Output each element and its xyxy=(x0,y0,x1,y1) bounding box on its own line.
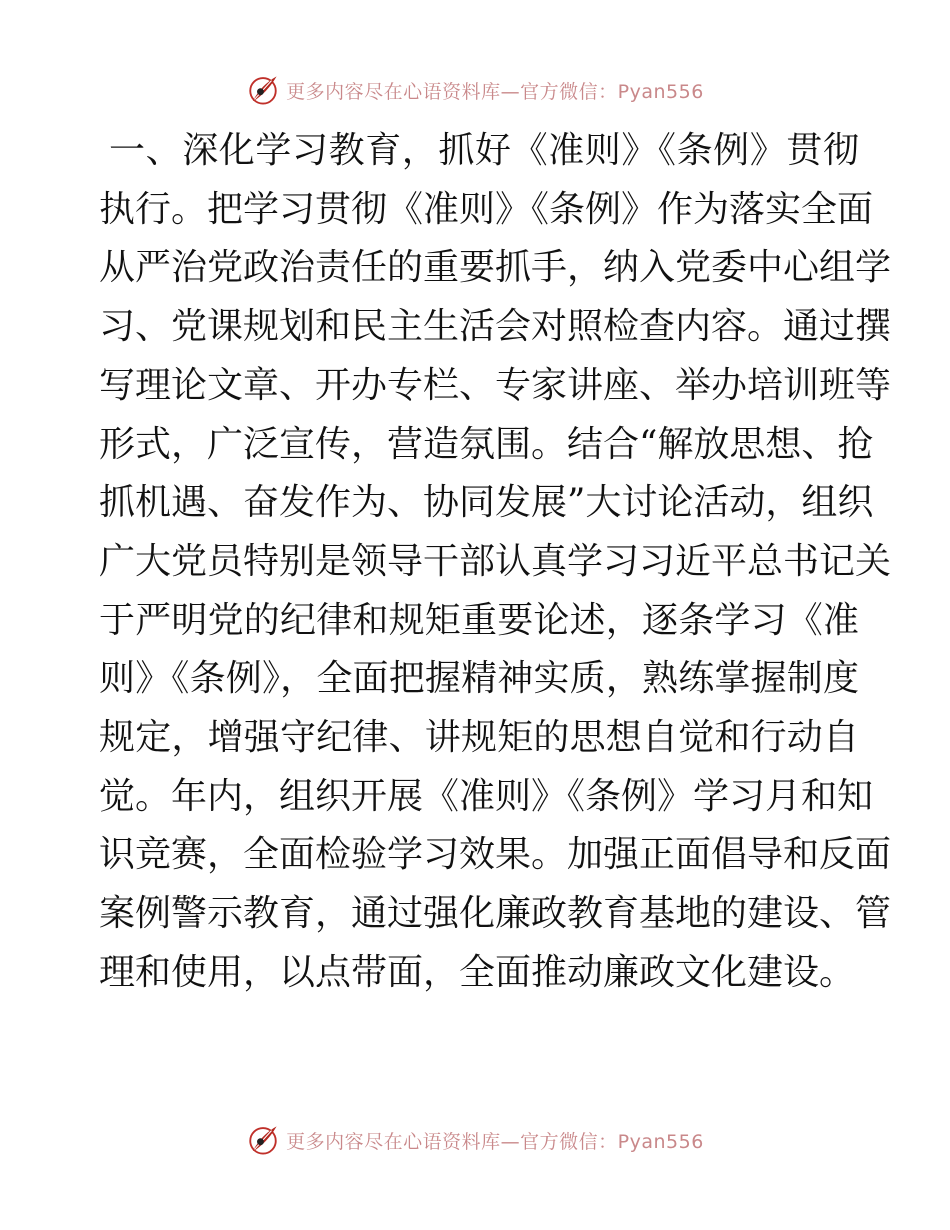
paragraph-line: 于严明党的纪律和规矩重要论述，逐条学习《准 xyxy=(99,599,859,641)
paragraph-line: 从严治党政治责任的重要抓手，纳入党委中心组学 xyxy=(99,247,892,289)
header-banner xyxy=(0,70,950,110)
paragraph-line: 规定，增强守纪律、讲规矩的思想自觉和行动自 xyxy=(99,717,859,759)
paragraph-line: 写理论文章、开办专栏、专家讲座、举办培训班等 xyxy=(99,364,892,406)
feather-pen-logo-icon xyxy=(246,1123,280,1157)
header-banner-text: 更多内容尽在心语资料库—官方微信：Pyan556 xyxy=(286,80,704,103)
paragraph-line: 抓机遇、奋发作为、协同发展”大讨论活动，组织 xyxy=(99,482,874,524)
paragraph-line: 执行。把学习贯彻《准则》《条例》作为落实全面 xyxy=(99,188,874,230)
document-body xyxy=(99,122,892,1003)
paragraph-line: 一、深化学习教育，抓好《准则》《条例》贯彻 xyxy=(109,130,859,171)
paragraph-line: 案例警示教育，通过强化廉政教育基地的建设、管 xyxy=(99,893,892,935)
footer-banner xyxy=(0,1120,950,1160)
paragraph-line: 则》《条例》，全面把握精神实质，熟练掌握制度 xyxy=(99,658,859,700)
paragraph-line: 识竞赛，全面检验学习效果。加强正面倡导和反面 xyxy=(99,834,892,876)
footer-banner-text: 更多内容尽在心语资料库—官方微信：Pyan556 xyxy=(286,1130,704,1153)
paragraph-line: 形式，广泛宣传，营造氛围。结合“解放思想、抢 xyxy=(99,423,874,465)
feather-pen-logo-icon xyxy=(246,73,280,107)
paragraph-line: 广大党员特别是领导干部认真学习习近平总书记关 xyxy=(99,540,892,582)
paragraph-line: 理和使用，以点带面，全面推动廉政文化建设。 xyxy=(99,951,856,993)
paragraph-line: 觉。年内，组织开展《准则》《条例》学习月和知 xyxy=(99,775,874,817)
paragraph-line: 习、党课规划和民主生活会对照检查内容。通过撰 xyxy=(99,306,892,348)
